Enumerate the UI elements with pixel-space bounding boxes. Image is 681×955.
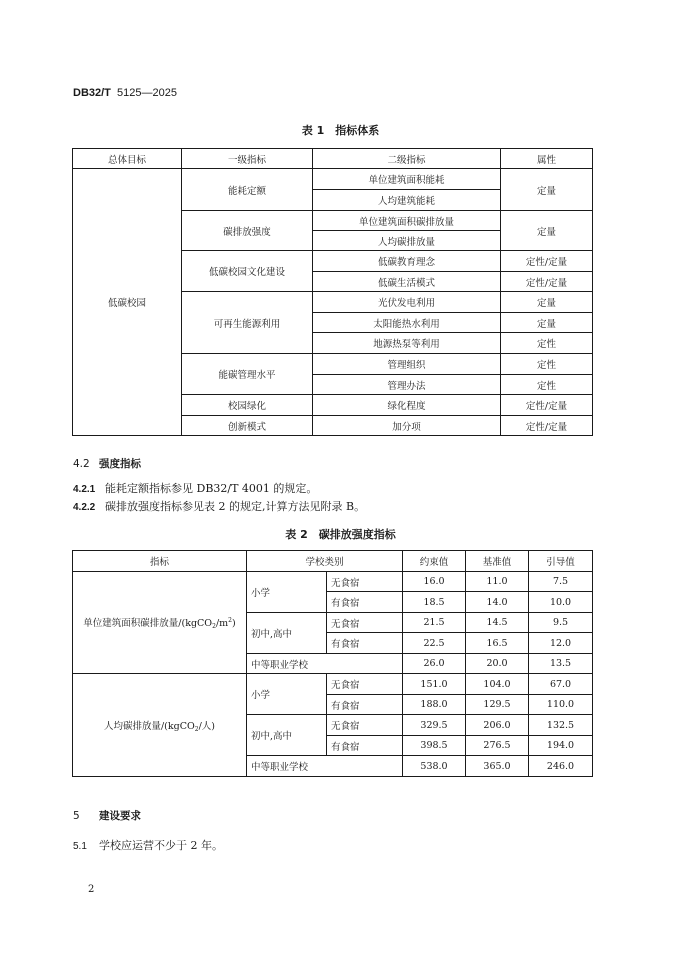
clause-4-2-1 <box>73 480 317 496</box>
level1-cell: 校园绿化 <box>182 395 313 416</box>
column-header: 属性 <box>501 149 593 169</box>
table-row <box>73 674 593 695</box>
level2-cell: 地源热泵等利用 <box>313 333 501 354</box>
section-heading-5 <box>73 808 141 823</box>
school-category-cell: 初中,高中 <box>247 613 327 654</box>
value-cell: 104.0 <box>466 674 529 695</box>
clause-number: 4.2.2 <box>73 502 96 513</box>
value-cell: 11.0 <box>466 572 529 592</box>
attribute-cell: 定性 <box>501 333 593 354</box>
indicator-text: /人) <box>198 720 216 732</box>
value-cell: 16.5 <box>466 633 529 654</box>
value-cell: 538.0 <box>403 756 466 777</box>
section-heading-4-2 <box>73 456 141 471</box>
clause-text: 碳排放强度指标参见表 2 的规定,计算方法见附录 B。 <box>105 500 366 513</box>
column-header: 引导值 <box>529 551 593 572</box>
level2-cell: 低碳生活模式 <box>313 272 501 292</box>
table1-caption: 表 1 指标体系 <box>301 124 380 137</box>
level2-cell: 加分项 <box>313 416 501 436</box>
level2-cell: 太阳能热水利用 <box>313 313 501 333</box>
attribute-cell: 定量 <box>501 169 593 211</box>
boarding-cell: 有食宿 <box>327 736 403 756</box>
section-number: 4.2 <box>73 458 90 470</box>
level2-cell: 光伏发电利用 <box>313 292 501 313</box>
value-cell: 12.0 <box>529 633 593 654</box>
level2-cell: 单位建筑面积碳排放量 <box>313 211 501 231</box>
value-cell: 206.0 <box>466 715 529 736</box>
clause-text: 能耗定额指标参见 DB32/T 4001 的规定。 <box>105 482 318 495</box>
clause-number: 4.2.1 <box>73 484 96 495</box>
superscript: 2 <box>228 617 232 624</box>
school-category-cell: 中等职业学校 <box>247 756 403 777</box>
level2-cell: 人均建筑能耗 <box>313 190 501 211</box>
value-cell: 7.5 <box>529 572 593 592</box>
value-cell: 9.5 <box>529 613 593 633</box>
table2-caption: 表 2 碳排放强度指标 <box>285 528 396 541</box>
value-cell: 14.5 <box>466 613 529 633</box>
attribute-cell: 定量 <box>501 292 593 313</box>
indicator-text: ) <box>231 618 236 629</box>
subscript: 2 <box>212 623 216 630</box>
indicator-text: /m <box>215 618 229 629</box>
value-cell: 151.0 <box>403 674 466 695</box>
level1-cell: 能耗定额 <box>182 169 313 211</box>
indicator-text: 人均碳排放量/(kgCO <box>103 720 195 732</box>
boarding-cell: 有食宿 <box>327 695 403 715</box>
level1-cell: 低碳校园文化建设 <box>182 251 313 292</box>
doc-prefix: DB32/T <box>73 87 111 99</box>
attribute-cell: 定性 <box>501 354 593 375</box>
column-header: 一级指标 <box>182 149 313 169</box>
boarding-cell: 无食宿 <box>327 613 403 633</box>
value-cell: 22.5 <box>403 633 466 654</box>
subscript: 2 <box>194 725 199 733</box>
value-cell: 329.5 <box>403 715 466 736</box>
value-cell: 276.5 <box>466 736 529 756</box>
table-header-row <box>73 149 593 169</box>
value-cell: 365.0 <box>466 756 529 777</box>
value-cell: 26.0 <box>403 654 466 674</box>
column-header: 二级指标 <box>313 149 501 169</box>
level2-cell: 管理组织 <box>313 354 501 375</box>
school-category-cell: 初中,高中 <box>247 715 327 756</box>
value-cell: 67.0 <box>529 674 593 695</box>
value-cell: 14.0 <box>466 592 529 613</box>
value-cell: 194.0 <box>529 736 593 756</box>
level1-cell: 创新模式 <box>182 416 313 436</box>
attribute-cell: 定性/定量 <box>501 395 593 416</box>
school-category-cell: 中等职业学校 <box>247 654 403 674</box>
indicator-cell <box>73 572 247 674</box>
section-title: 强度指标 <box>99 458 141 470</box>
indicator-text: 单位建筑面积碳排放量/(kgCO <box>83 618 213 629</box>
section-title: 建设要求 <box>99 810 141 822</box>
attribute-cell: 定性/定量 <box>501 416 593 436</box>
document-code <box>73 87 177 99</box>
clause-number: 5.1 <box>73 841 87 852</box>
level2-cell: 低碳教育理念 <box>313 251 501 272</box>
value-cell: 246.0 <box>529 756 593 777</box>
attribute-cell: 定性/定量 <box>501 251 593 272</box>
boarding-cell: 有食宿 <box>327 633 403 654</box>
level1-cell: 能碳管理水平 <box>182 354 313 395</box>
boarding-cell: 无食宿 <box>327 715 403 736</box>
clause-4-2-2 <box>73 498 365 514</box>
indicator-cell <box>73 674 247 777</box>
indicator-system-table <box>72 148 593 436</box>
value-cell: 20.0 <box>466 654 529 674</box>
attribute-cell: 定性/定量 <box>501 272 593 292</box>
carbon-intensity-table <box>72 550 593 777</box>
column-header: 基准值 <box>466 551 529 572</box>
school-category-cell: 小学 <box>247 572 327 613</box>
value-cell: 21.5 <box>403 613 466 633</box>
value-cell: 188.0 <box>403 695 466 715</box>
value-cell: 18.5 <box>403 592 466 613</box>
school-category-cell: 小学 <box>247 674 327 715</box>
level2-cell: 单位建筑面积能耗 <box>313 169 501 190</box>
level1-cell: 碳排放强度 <box>182 211 313 251</box>
clause-text: 学校应运营不少于 2 年。 <box>99 839 223 852</box>
value-cell: 16.0 <box>403 572 466 592</box>
boarding-cell: 有食宿 <box>327 592 403 613</box>
clause-5-1 <box>73 837 223 853</box>
value-cell: 10.0 <box>529 592 593 613</box>
overall-goal-cell: 低碳校园 <box>73 169 182 436</box>
column-header: 总体目标 <box>73 149 182 169</box>
attribute-cell: 定量 <box>501 313 593 333</box>
attribute-cell: 定性 <box>501 375 593 395</box>
value-cell: 132.5 <box>529 715 593 736</box>
table-header-row <box>73 551 593 572</box>
level2-cell: 绿化程度 <box>313 395 501 416</box>
doc-number: 5125—2025 <box>117 87 177 99</box>
section-number: 5 <box>73 810 80 822</box>
boarding-cell: 无食宿 <box>327 572 403 592</box>
table-row <box>73 169 593 190</box>
column-header: 指标 <box>73 551 247 572</box>
boarding-cell: 无食宿 <box>327 674 403 695</box>
value-cell: 129.5 <box>466 695 529 715</box>
value-cell: 398.5 <box>403 736 466 756</box>
page-number: 2 <box>88 884 95 895</box>
attribute-cell: 定量 <box>501 211 593 251</box>
level1-cell: 可再生能源利用 <box>182 292 313 354</box>
value-cell: 110.0 <box>529 695 593 715</box>
column-header: 约束值 <box>403 551 466 572</box>
level2-cell: 管理办法 <box>313 375 501 395</box>
level2-cell: 人均碳排放量 <box>313 231 501 251</box>
value-cell: 13.5 <box>529 654 593 674</box>
column-header: 学校类别 <box>247 551 403 572</box>
table-row <box>73 572 593 592</box>
